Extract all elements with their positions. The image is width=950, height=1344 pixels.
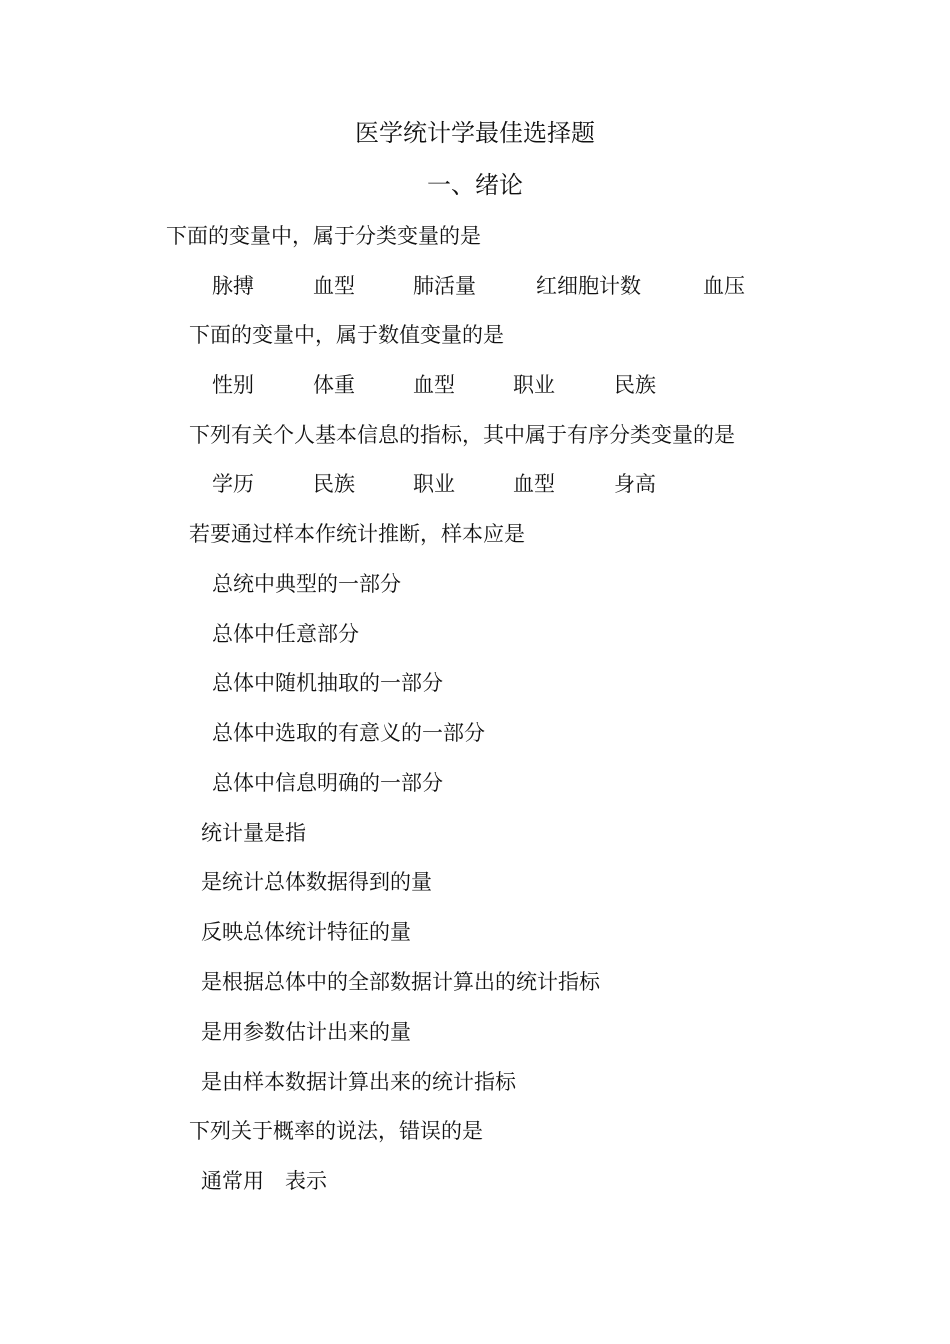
question-4-option-e: 总体中信息明确的一部分 <box>212 771 443 795</box>
question-1-stem: 下面的变量中，属于分类变量的是 <box>166 224 481 248</box>
document-title: 医学统计学最佳选择题 <box>355 119 595 147</box>
question-3-option-c: 职业 <box>413 472 455 496</box>
question-1-option-b: 血型 <box>313 274 355 298</box>
question-1-option-a: 脉搏 <box>212 274 254 298</box>
question-3-option-d: 血型 <box>513 472 555 496</box>
question-5-option-b: 反映总体统计特征的量 <box>201 920 411 944</box>
question-2-option-c: 血型 <box>413 373 455 397</box>
question-5-option-a: 是统计总体数据得到的量 <box>201 870 432 894</box>
question-3-stem: 下列有关个人基本信息的指标，其中属于有序分类变量的是 <box>189 423 735 447</box>
question-2-stem: 下面的变量中，属于数值变量的是 <box>189 323 504 347</box>
question-2-option-a: 性别 <box>212 373 254 397</box>
question-2-option-d: 职业 <box>513 373 555 397</box>
question-4-option-c: 总体中随机抽取的一部分 <box>212 671 443 695</box>
question-2-option-b: 体重 <box>313 373 355 397</box>
question-6-option-a: 通常用 表示 <box>201 1169 327 1193</box>
question-5-option-e: 是由样本数据计算出来的统计指标 <box>201 1070 516 1094</box>
question-4-option-b: 总体中任意部分 <box>212 622 359 646</box>
question-3-option-a: 学历 <box>212 472 254 496</box>
question-5-option-c: 是根据总体中的全部数据计算出的统计指标 <box>201 970 600 994</box>
question-1-option-d: 红细胞计数 <box>536 274 641 298</box>
question-2-option-e: 民族 <box>614 373 656 397</box>
question-4-stem: 若要通过样本作统计推断，样本应是 <box>189 522 525 546</box>
question-3-option-b: 民族 <box>313 472 355 496</box>
question-3-option-e: 身高 <box>614 472 656 496</box>
question-5-stem: 统计量是指 <box>201 821 306 845</box>
question-1-option-c: 肺活量 <box>413 274 476 298</box>
question-1-option-e: 血压 <box>703 274 745 298</box>
question-6-stem: 下列关于概率的说法，错误的是 <box>189 1119 483 1143</box>
question-4-option-a: 总统中典型的一部分 <box>212 572 401 596</box>
section-heading: 一、绪论 <box>427 171 523 199</box>
question-4-option-d: 总体中选取的有意义的一部分 <box>212 721 485 745</box>
question-5-option-d: 是用参数估计出来的量 <box>201 1020 411 1044</box>
